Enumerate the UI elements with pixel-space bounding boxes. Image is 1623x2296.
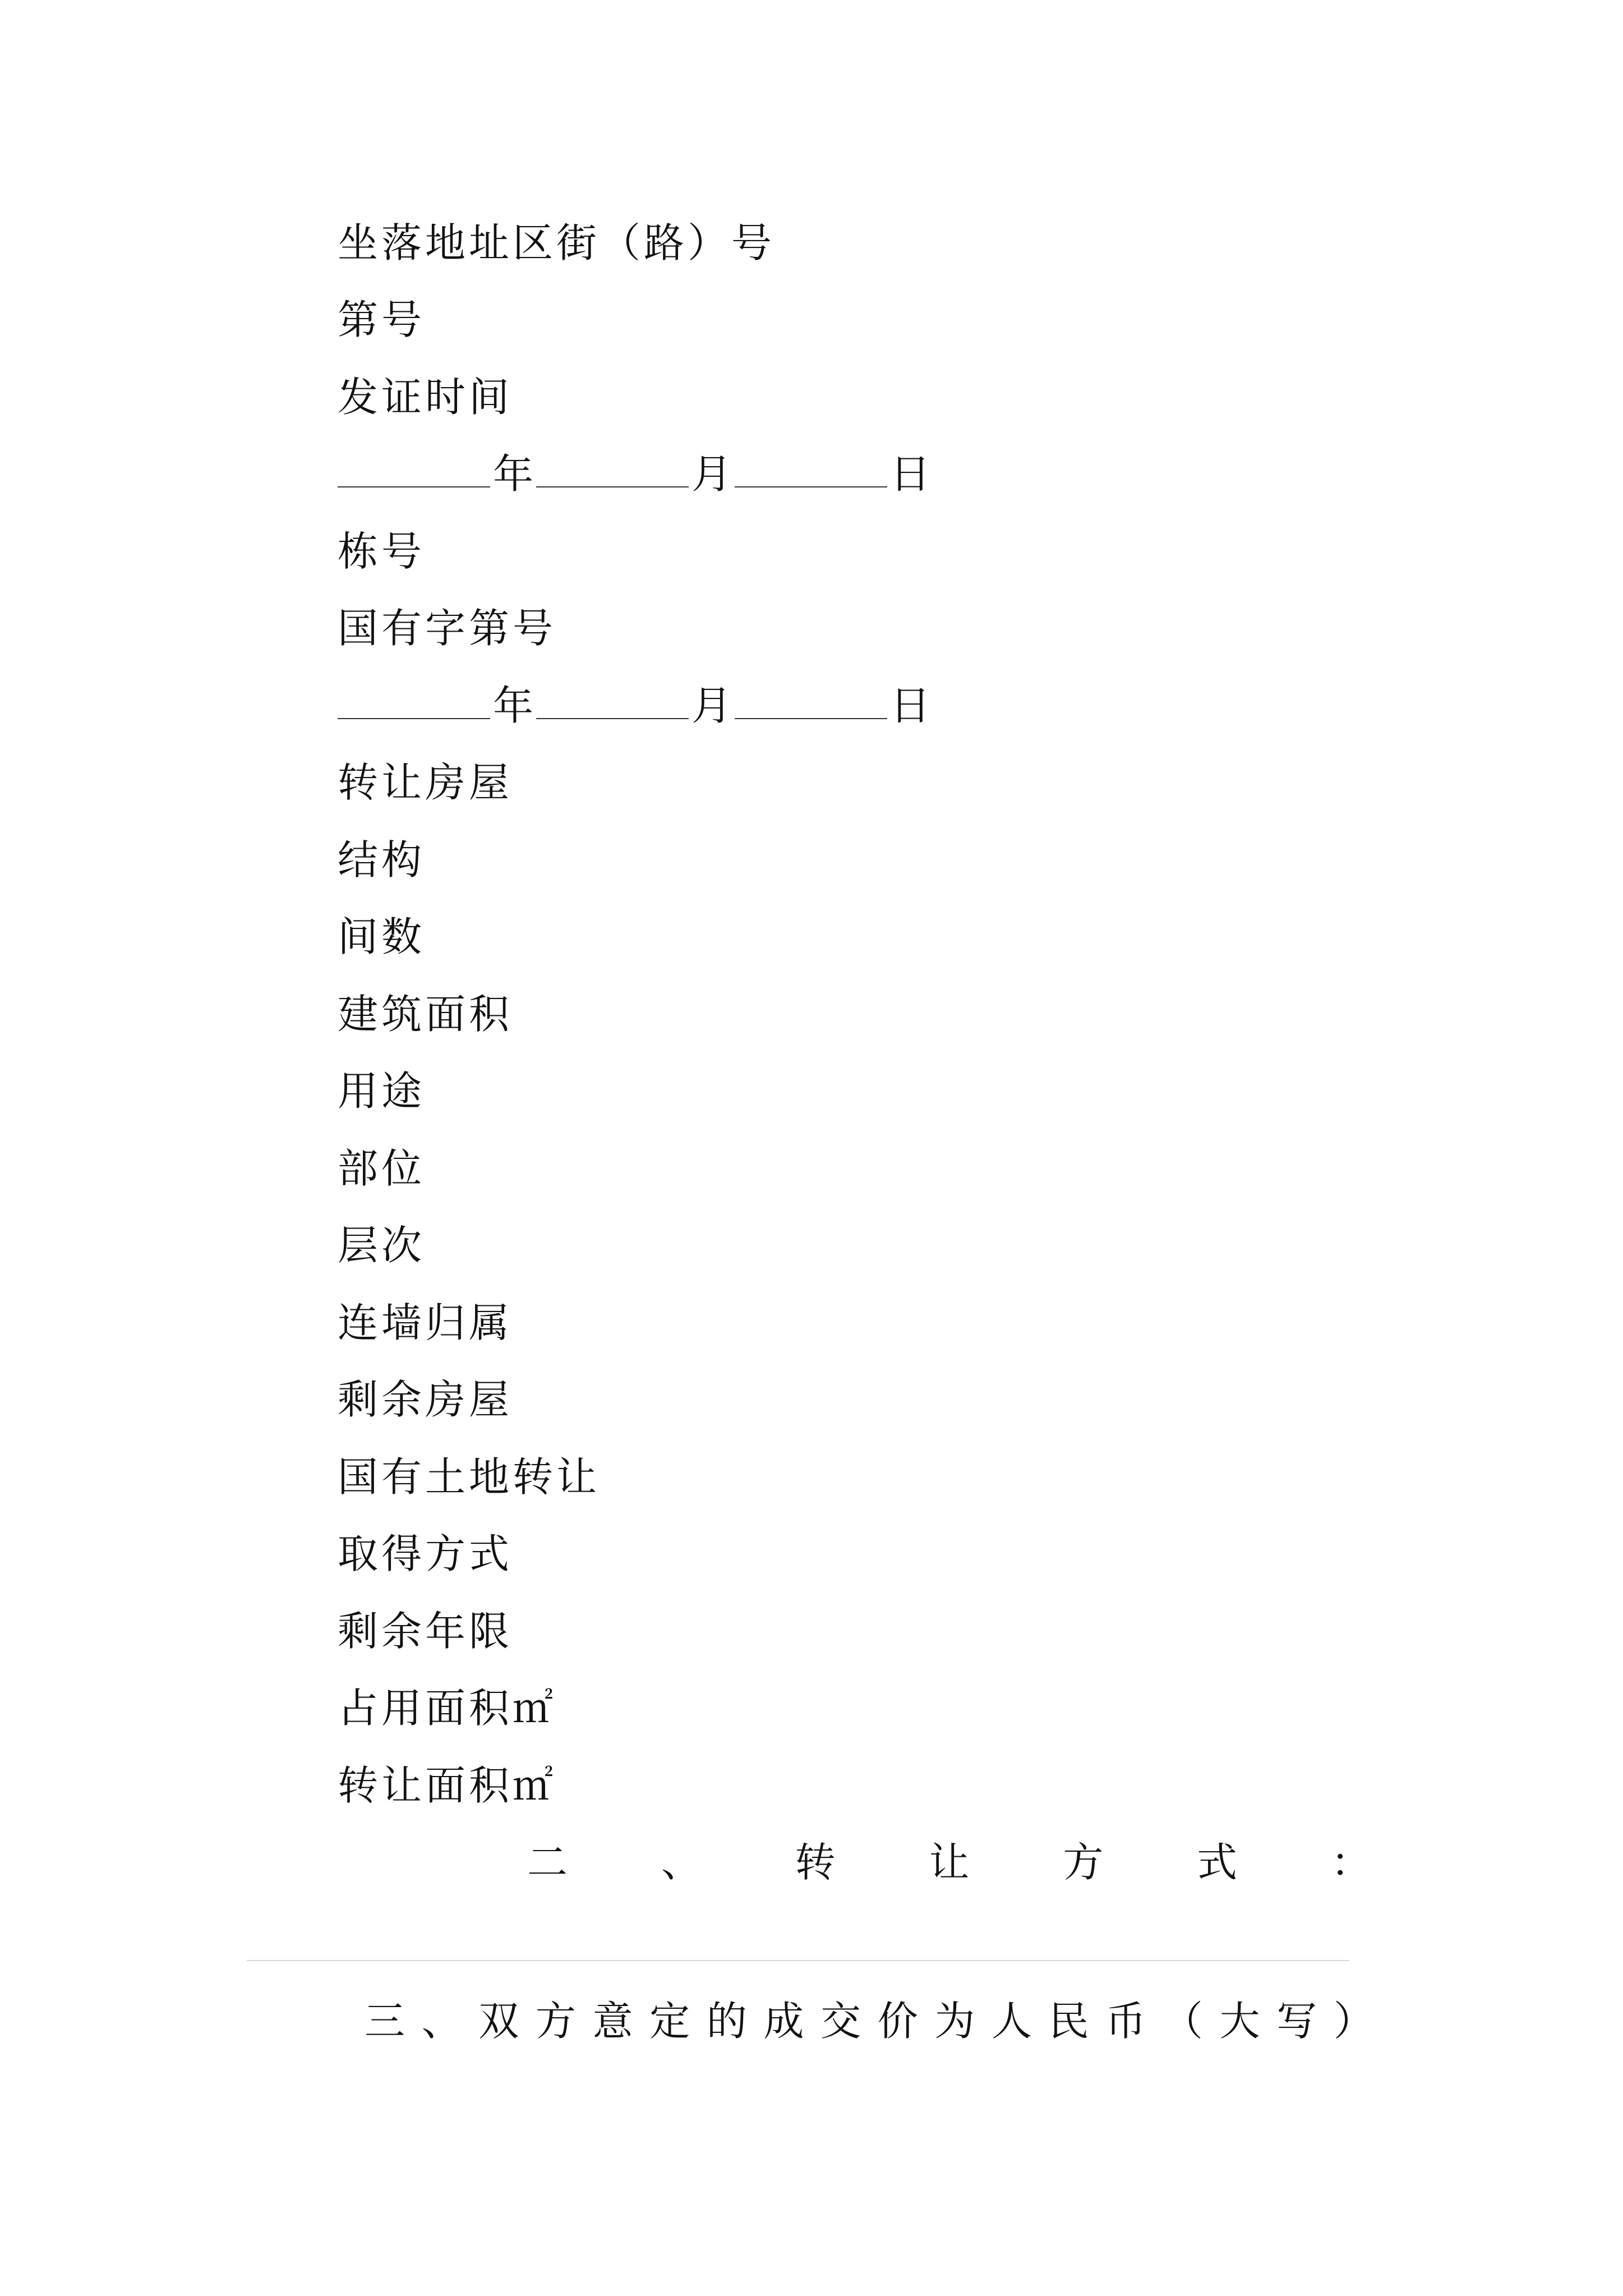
char: 定	[649, 1998, 690, 2045]
field-state-owned-number: 国有字第号	[338, 605, 557, 652]
field-land-transfer: 国有土地转让	[338, 1453, 601, 1501]
year-blank	[338, 447, 490, 487]
month-blank	[536, 447, 689, 487]
field-position: 部位	[338, 1145, 426, 1192]
day-blank	[735, 679, 887, 719]
field-floor-level: 层次	[338, 1222, 426, 1269]
field-occupied-area: 占用面积㎡	[338, 1685, 557, 1732]
field-building-number: 栋号	[338, 528, 426, 575]
char: 方	[535, 1998, 576, 2045]
char: ）	[1333, 1998, 1374, 2045]
field-remaining-years: 剩余年限	[338, 1608, 513, 1655]
day-label: 日	[889, 450, 930, 498]
year-blank	[338, 679, 490, 719]
date-blank-line-1	[338, 447, 933, 501]
char: （	[1162, 1998, 1203, 2045]
char: 、	[421, 1998, 462, 2045]
month-label: 月	[691, 682, 732, 729]
char: 转	[795, 1839, 836, 1886]
char: 、	[661, 1839, 702, 1886]
char: 三	[365, 1998, 405, 2045]
section-two-heading	[527, 1835, 1371, 1889]
field-usage: 用途	[338, 1068, 426, 1115]
field-structure: 结构	[338, 836, 426, 884]
field-acquisition-method: 取得方式	[338, 1530, 513, 1577]
char: 意	[592, 1998, 633, 2045]
char: 双	[478, 1998, 519, 2045]
divider-line	[247, 1960, 1349, 1961]
char: 写	[1276, 1998, 1317, 2045]
char: 交	[820, 1998, 861, 2045]
char: 为	[934, 1998, 975, 2045]
char: ：	[1330, 1839, 1371, 1886]
char: 人	[992, 1998, 1032, 2045]
section-three-heading	[365, 1994, 1374, 2048]
field-address: 坐落地址区街（路）号	[338, 219, 776, 266]
day-label: 日	[889, 682, 930, 729]
char: 民	[1048, 1998, 1089, 2045]
field-number: 第号	[338, 296, 426, 343]
year-label: 年	[492, 450, 533, 498]
char: 让	[929, 1839, 970, 1886]
field-transfer-area: 转让面积㎡	[338, 1762, 557, 1809]
field-issue-date: 发证时间	[338, 374, 513, 421]
field-room-count: 间数	[338, 913, 426, 960]
char: 的	[706, 1998, 747, 2045]
date-blank-line-2	[338, 679, 933, 733]
month-blank	[536, 679, 689, 719]
field-transfer-house: 转让房屋	[338, 759, 513, 806]
char: 大	[1219, 1998, 1260, 2045]
char: 价	[877, 1998, 918, 2045]
char: 币	[1105, 1998, 1146, 2045]
year-label: 年	[492, 682, 533, 729]
char: 式	[1197, 1839, 1238, 1886]
field-building-area: 建筑面积	[338, 991, 513, 1038]
month-label: 月	[691, 450, 732, 498]
day-blank	[735, 447, 887, 487]
char: 成	[763, 1998, 804, 2045]
char: 方	[1063, 1839, 1104, 1886]
field-wall-ownership: 连墙归属	[338, 1299, 513, 1346]
char: 二	[527, 1839, 568, 1886]
field-remaining-house: 剩余房屋	[338, 1376, 513, 1423]
